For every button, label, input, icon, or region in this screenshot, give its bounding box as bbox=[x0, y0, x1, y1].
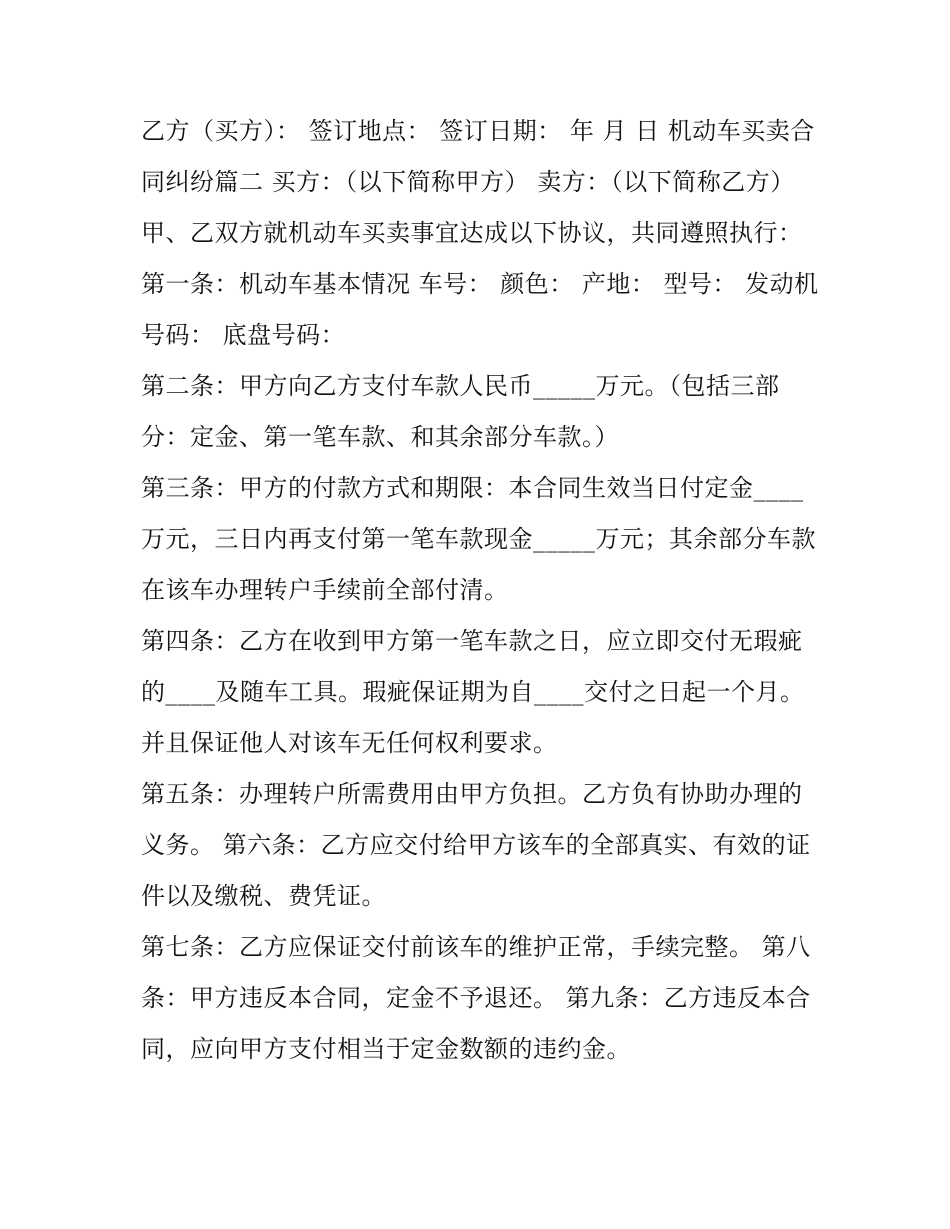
paragraph-agreement: 甲、乙双方就机动车买卖事宜达成以下协议，共同遵照执行： bbox=[141, 219, 803, 247]
paragraph-article-7-9: 第七条：乙方应保证交付前该车的维护正常，手续完整。 第八条：甲方违反本合同，定金不予退还。 第九条：乙方违反本合同，应向甲方支付相当于定金数额的违约金。 bbox=[141, 933, 811, 1063]
paragraph-article-4: 第四条：乙方在收到甲方第一笔车款之日，应立即交付无瑕疵的____及随车工具。瑕疵保证期为自____交付之日起一个月。并且保证他人对该车无任何权利要求。 bbox=[141, 627, 805, 757]
paragraph-article-2: 第二条：甲方向乙方支付车款人民币_____万元。（包括三部分：定金、第一笔车款、和其余部分车款。） bbox=[141, 372, 780, 451]
paragraph-article-5-6: 第五条：办理转户所需费用由甲方负担。乙方负有协助办理的义务。 第六条：乙方应交付给甲方该车的全部真实、有效的证件以及缴税、费凭证。 bbox=[141, 780, 811, 910]
paragraph-article-3: 第三条：甲方的付款方式和期限：本合同生效当日付定金____万元，三日内再支付第一笔车款现金_____万元；其余部分车款在该车办理转户手续前全部付清。 bbox=[141, 474, 816, 604]
paragraph-article-1: 第一条：机动车基本情况 车号： 颜色： 产地： 型号： 发动机号码： 底盘号码： bbox=[141, 270, 819, 349]
contract-body bbox=[141, 106, 821, 1075]
paragraph-header: 乙方（买方）： 签订地点： 签订日期： 年 月 日 机动车买卖合同纠纷篇二 买方：（以下简称甲方） 卖方：（以下简称乙方） bbox=[141, 117, 815, 196]
